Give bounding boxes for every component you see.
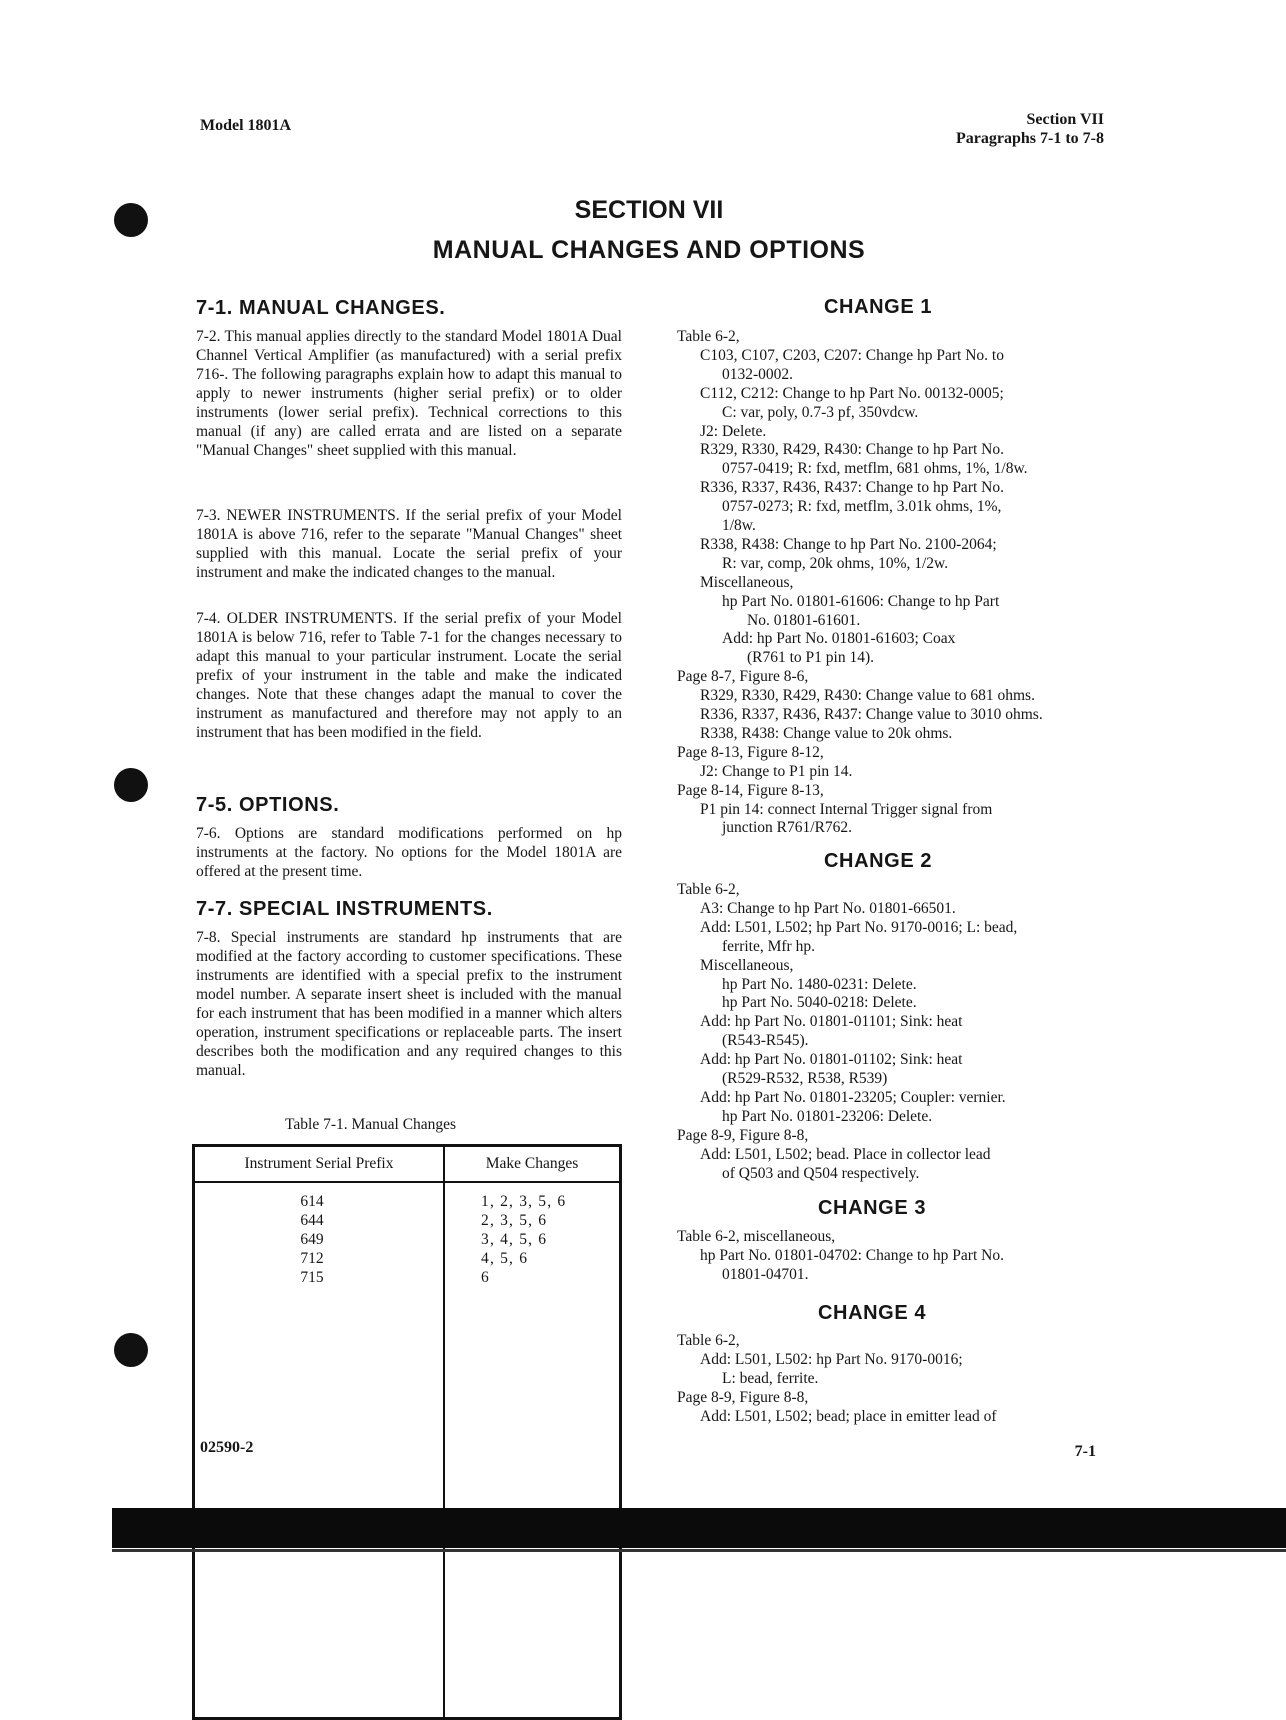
table-cell-changes: 4, 5, 6 bbox=[481, 1250, 529, 1267]
change-line: Add: L501, L502; bead; place in emitter lead of bbox=[700, 1407, 997, 1425]
change-line: hp Part No. 5040-0218: Delete. bbox=[722, 994, 917, 1012]
heading-change-3: CHANGE 3 bbox=[818, 1197, 927, 1219]
change-line: C: var, poly, 0.7-3 pf, 350vdcw. bbox=[722, 403, 919, 421]
manual-changes-table bbox=[192, 1144, 622, 1720]
change-line: Table 6-2, miscellaneous, bbox=[677, 1228, 836, 1245]
change-line: (R529-R532, R538, R539) bbox=[722, 1070, 888, 1087]
scan-edge-bar bbox=[112, 1508, 1286, 1548]
change-line: R: var, comp, 20k ohms, 10%, 1/2w. bbox=[722, 554, 949, 572]
change-line: No. 01801-61601. bbox=[747, 611, 861, 629]
change-line: Add: hp Part No. 01801-61603; Coax bbox=[722, 630, 956, 648]
change-line: R336, R337, R436, R437: Change to hp Part No. bbox=[700, 479, 1004, 497]
change-line: C103, C107, C203, C207: Change hp Part No. to bbox=[700, 346, 1004, 364]
change-line: Page 8-9, Figure 8-8, bbox=[677, 1126, 809, 1144]
header-section bbox=[956, 110, 1104, 148]
change-line: (R543-R545). bbox=[722, 1032, 809, 1050]
change-line: hp Part No. 01801-61606: Change to hp Part bbox=[722, 592, 1000, 610]
change-line: Table 6-2, bbox=[677, 328, 740, 345]
footer-doc-number: 02590-2 bbox=[200, 1439, 254, 1456]
table-header-make-changes: Make Changes bbox=[444, 1146, 621, 1183]
change-line: L: bead, ferrite. bbox=[722, 1369, 819, 1387]
change-line: (R761 to P1 pin 14). bbox=[747, 649, 875, 667]
table-caption: Table 7-1. Manual Changes bbox=[285, 1116, 457, 1133]
change-line: hp Part No. 01801-04702: Change to hp Part No. bbox=[700, 1246, 1004, 1264]
change-line: Add: L501, L502; bead. Place in collector lead bbox=[700, 1145, 991, 1163]
heading-change-1: CHANGE 1 bbox=[824, 296, 933, 318]
change-line: 01801-04701. bbox=[722, 1265, 809, 1283]
change-line: hp Part No. 1480-0231: Delete. bbox=[722, 975, 917, 993]
paragraph-7-8: 7-8. Special instruments are standard hp instruments that are modified at the factory according to customer specifications. These instruments are identified with a special prefix to the instrument model number. A separate insert sheet is included with the manual for each instrument that has been modified in a manner which alters operation, instrument specifications or replaceable parts. The insert describes both the modification and any required changes to this manual. bbox=[196, 929, 622, 1079]
change-line: R329, R330, R429, R430: Change to hp Part No. bbox=[700, 441, 1004, 459]
change-line: Page 8-14, Figure 8-13, bbox=[677, 781, 824, 799]
change-line: ferrite, Mfr hp. bbox=[722, 937, 815, 955]
table-header-serial-prefix: Instrument Serial Prefix bbox=[194, 1146, 445, 1183]
change-line: R329, R330, R429, R430: Change value to 681 ohms. bbox=[700, 687, 1035, 705]
header-section-line: Section VII bbox=[1026, 111, 1104, 128]
header-model: Model 1801A bbox=[200, 117, 292, 134]
section-subtitle: MANUAL CHANGES AND OPTIONS bbox=[432, 236, 866, 264]
change-line: junction R761/R762. bbox=[722, 819, 853, 837]
change-line: Miscellaneous, bbox=[700, 956, 794, 974]
change-line: J2: Change to P1 pin 14. bbox=[700, 762, 853, 780]
paragraph-7-2: 7-2. This manual applies directly to the standard Model 1801A Dual Channel Vertical Amplifier (as manufactured) with a serial prefix 716-. The following paragraphs explain how to adapt this manual to apply to newer instruments (higher serial prefix) or to older instruments (lower serial prefix). Technical corrections to this manual (if any) are called errata and are listed on a separate "Manual Changes" sheet supplied with this manual. bbox=[196, 328, 622, 459]
footer-page-number: 7-1 bbox=[1074, 1443, 1096, 1460]
change-line: Page 8-7, Figure 8-6, bbox=[677, 668, 809, 686]
change-line: Add: hp Part No. 01801-23205; Coupler: vernier. bbox=[700, 1088, 1006, 1106]
heading-change-2: CHANGE 2 bbox=[824, 850, 933, 872]
section-title: SECTION VII bbox=[574, 196, 724, 224]
change-line: Add: hp Part No. 01801-01101; Sink: heat bbox=[700, 1013, 963, 1031]
change-line: Table 6-2, bbox=[677, 881, 740, 898]
change-line: C112, C212: Change to hp Part No. 00132-0005; bbox=[700, 384, 1004, 402]
paragraph-7-6: 7-6. Options are standard modifications performed on hp instruments at the factory. No options for the Model 1801A are offered at the present time. bbox=[196, 825, 622, 880]
paragraph-7-4: 7-4. OLDER INSTRUMENTS. If the serial prefix of your Model 1801A is below 716, refer to Table 7-1 for the changes necessary to adapt this manual to your particular instrument. Locate the serial prefix of your instrument in the table and make the indicated changes. Note that these changes adapt the manual to cover the instrument as manufactured and therefore may not apply to an instrument that has been modified in the field. bbox=[196, 610, 622, 741]
change-line: Miscellaneous, bbox=[700, 573, 794, 591]
change-line: Add: hp Part No. 01801-01102; Sink: heat bbox=[700, 1051, 963, 1069]
change-line: Add: L501, L502; hp Part No. 9170-0016; L: bead, bbox=[700, 918, 1018, 936]
header-paragraphs-line: Paragraphs 7-1 to 7-8 bbox=[956, 130, 1104, 147]
heading-options: 7-5. OPTIONS. bbox=[196, 794, 340, 816]
change-line: J2: Delete. bbox=[700, 422, 767, 440]
table-cell-prefix: 644 bbox=[300, 1212, 324, 1229]
scan-edge-line bbox=[112, 1549, 1286, 1552]
change-line: 0757-0273; R: fxd, metflm, 3.01k ohms, 1%, bbox=[722, 498, 1002, 516]
change-line: Table 6-2, bbox=[677, 1332, 740, 1349]
change-line: hp Part No. 01801-23206: Delete. bbox=[722, 1107, 933, 1125]
heading-special-instruments: 7-7. SPECIAL INSTRUMENTS. bbox=[196, 898, 493, 920]
heading-change-4: CHANGE 4 bbox=[818, 1302, 927, 1324]
table-cell-prefix: 614 bbox=[300, 1193, 324, 1210]
paragraph-7-3: 7-3. NEWER INSTRUMENTS. If the serial prefix of your Model 1801A is above 716, refer to the separate "Manual Changes" sheet supplied with this manual. Locate the serial prefix of your instrument and make the indicated changes to the manual. bbox=[196, 507, 622, 581]
heading-manual-changes: 7-1. MANUAL CHANGES. bbox=[196, 297, 446, 319]
change-line: Page 8-13, Figure 8-12, bbox=[677, 743, 824, 761]
table-cell-changes: 3, 4, 5, 6 bbox=[481, 1231, 548, 1248]
change-line: P1 pin 14: connect Internal Trigger signal from bbox=[700, 800, 993, 818]
table-cell-prefix: 715 bbox=[300, 1269, 324, 1286]
change-line: 0757-0419; R: fxd, metflm, 681 ohms, 1%, 1/8w. bbox=[722, 460, 1028, 478]
change-line: 1/8w. bbox=[722, 517, 756, 534]
change-line: R338, R438: Change to hp Part No. 2100-2064; bbox=[700, 535, 997, 553]
table-cell-prefix: 712 bbox=[300, 1250, 324, 1267]
change-line: Page 8-9, Figure 8-8, bbox=[677, 1388, 809, 1406]
table-cell-changes: 2, 3, 5, 6 bbox=[481, 1212, 548, 1229]
change-line: R336, R337, R436, R437: Change value to 3010 ohms. bbox=[700, 706, 1043, 723]
table-cell-prefix: 649 bbox=[300, 1231, 324, 1248]
change-line: of Q503 and Q504 respectively. bbox=[722, 1164, 920, 1182]
change-line: 0132-0002. bbox=[722, 365, 794, 383]
binder-hole-icon bbox=[114, 768, 148, 802]
table-cell-changes: 1, 2, 3, 5, 6 bbox=[481, 1193, 567, 1210]
change-line: R338, R438: Change value to 20k ohms. bbox=[700, 724, 953, 742]
change-line: Add: L501, L502: hp Part No. 9170-0016; bbox=[700, 1350, 963, 1368]
binder-hole-icon bbox=[114, 1333, 148, 1367]
table-cell-changes: 6 bbox=[481, 1269, 490, 1286]
change-line: A3: Change to hp Part No. 01801-66501. bbox=[700, 899, 956, 917]
